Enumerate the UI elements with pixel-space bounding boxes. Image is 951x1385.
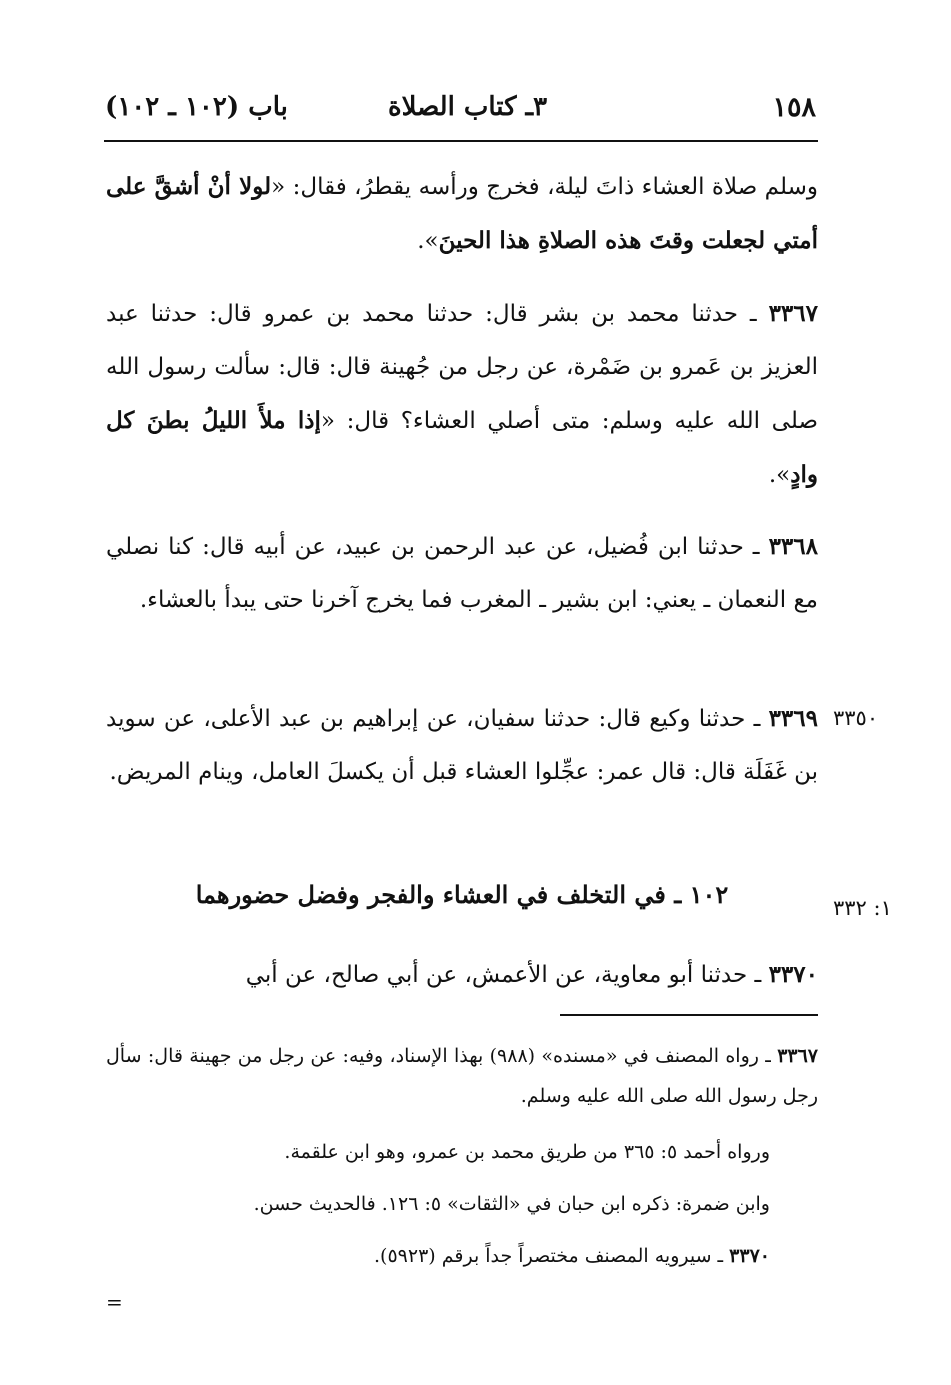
footnote-3367 [106,1036,818,1116]
margin-reference: ٣٣٥٠ [833,706,879,730]
hadith-3369 [106,692,818,799]
hadith-3368 [106,520,818,627]
hadith-number: ٣٣٦٧ [768,300,818,327]
paragraph-text: ». [417,228,439,254]
margin-reference: ١: ٣٣٢ [833,896,892,920]
footnote-text: ـ سيرويه المصنف مختصراً جداً برقم (٥٩٢٣). [374,1245,730,1267]
hadith-3370 [106,948,818,1002]
continuation-mark: = [106,1290,123,1314]
paragraph-text: ». [768,462,791,488]
footnote-number: ٣٣٦٧ [777,1045,819,1067]
paragraph-text: ـ حدثنا وكيع قال: حدثنا سفيان، عن إبراهيم بن عبد الأعلى، عن سويد بن غَفَلَة قال: قال عمر: عجِّلوا العشاء قبل أن يكسلَ العامل، وينام المريض. [106,706,818,785]
footnote-number: ٣٣٧٠ [729,1245,770,1267]
page-number: ١٥٨ [772,92,816,123]
paragraph-text: ـ حدثنا ابن فُضيل، عن عبد الرحمن بن عبيد، عن أبيه قال: كنا نصلي مع النعمان ـ يعني: ابن بشير ـ المغرب فما يخرج آخرنا حتى يبدأ بالعشاء. [106,534,818,613]
book-title: ٣ـ كتاب الصلاة [388,92,548,122]
hadith-number: ٣٣٦٨ [768,533,818,560]
footnote-line: ورواه أحمد ٥: ٣٦٥ من طريق محمد بن عمرو، وهو ابن علقمة. [284,1141,770,1163]
hadith-number: ٣٣٦٩ [768,705,818,732]
footnote-3370 [106,1236,770,1276]
bab-range: باب (١٠٢ ـ ١٠٢) [105,92,288,122]
hadith-quote: لولا أنْ أشقَّ على أمتي لجعلت وقتَ هذه الصلاةِ هذا الحينَ [106,173,818,254]
hadith-3367 [106,287,818,502]
chapter-heading: ١٠٢ ـ في التخلف في العشاء والفجر وفضل حضورهما [195,880,729,909]
footnote-line: وابن ضمرة: ذكره ابن حبان في «الثقات» ٥: ١٢٦. فالحديث حسن. [253,1193,770,1215]
header-rule [104,140,818,142]
footnote-separator [560,1014,818,1016]
footnote-text: ـ رواه المصنف في «مسنده» (٩٨٨) بهذا الإسناد، وفيه: عن رجل من جهينة قال: سأل رجل رسول الله صلى الله عليه وسلم. [106,1045,818,1107]
hadith-number: ٣٣٧٠ [768,961,818,988]
paragraph-text: وسلم صلاة العشاء ذاتَ ليلة، فخرج ورأسه يقطرُ، فقال: « [271,174,818,200]
hadith-quote: إذا ملأَ الليلُ بطنَ كل وادٍ [106,407,818,488]
paragraph-text: ـ حدثنا أبو معاوية، عن الأعمش، عن أبي صالح، عن أبي [245,962,769,988]
paragraph-text: ـ حدثنا محمد بن بشر قال: حدثنا محمد بن عمرو قال: حدثنا عبد العزيز بن عَمرو بن ضَمْرة، عن رجل من جُهينة قال: قال: سألت رسول الله صلى الله عليه وسلم: متى أصلي العشاء؟ قال: « [106,301,818,434]
paragraph-continuation [106,160,818,268]
